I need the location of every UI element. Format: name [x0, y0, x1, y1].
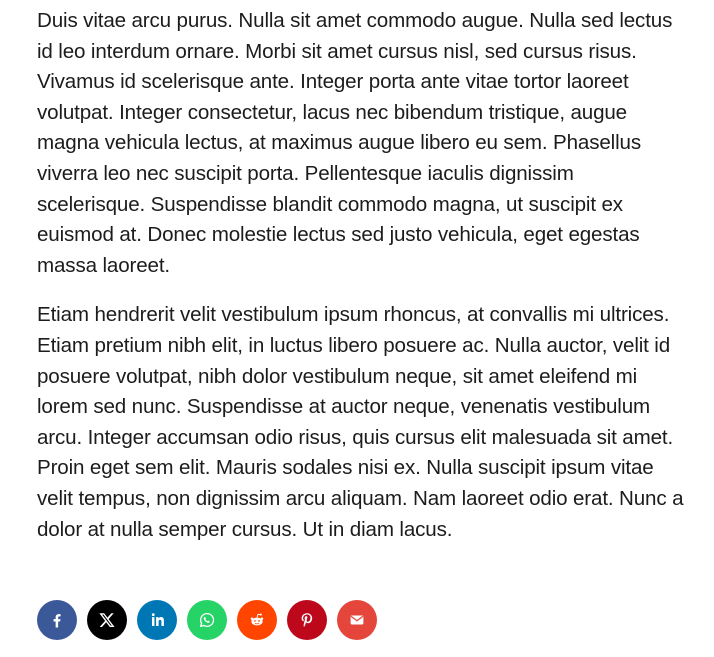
pinterest-icon [298, 611, 316, 629]
share-whatsapp-button[interactable] [187, 600, 227, 640]
share-x-button[interactable] [87, 600, 127, 640]
email-icon [348, 611, 366, 629]
share-pinterest-button[interactable] [287, 600, 327, 640]
share-facebook-button[interactable] [37, 600, 77, 640]
whatsapp-icon [198, 611, 216, 629]
article-body [37, 6, 687, 564]
article-paragraph-1: Duis vitae arcu purus. Nulla sit amet commodo augue. Nulla sed lectus id leo interdum ornare. Morbi sit amet cursus nisl, sed cursus risus. Vivamus id scelerisque ante. Integer porta ante vitae tortor laoreet volutpat. Integer consectetur, lacus nec bibendum tristique, augue magna vehicula lectus, at maximus augue libero eu sem. Phasellus viverra leo nec suscipit porta. Pellentesque iaculis dignissim scelerisque. Suspendisse blandit commodo magna, ut suscipit ex euismod at. Donec molestie lectus sed justo vehicula, eget egestas massa laoreet. [37, 9, 673, 277]
reddit-icon [248, 611, 266, 629]
social-share-bar [37, 600, 377, 640]
share-reddit-button[interactable] [237, 600, 277, 640]
share-linkedin-button[interactable] [137, 600, 177, 640]
x-icon [98, 611, 116, 629]
share-email-button[interactable] [337, 600, 377, 640]
article-paragraph-2: Etiam hendrerit velit vestibulum ipsum rhoncus, at convallis mi ultrices. Etiam pretium nibh elit, in luctus libero posuere ac. Nulla auctor, velit id posuere volutpat, nibh dolor vestibulum neque, sit amet eleifend mi lorem sed nunc. Suspendisse at auctor neque, venenatis vestibulum arcu. Integer accumsan odio risus, quis cursus elit malesuada sit amet. Proin eget sem elit. Mauris sodales nisi ex. Nulla suscipit ipsum vitae velit tempus, non dignissim arcu aliquam. Nam laoreet odio erat. Nunc a dolor at nulla semper cursus. Ut in diam lacus. [37, 303, 684, 541]
facebook-icon [48, 611, 66, 629]
linkedin-icon [148, 611, 166, 629]
